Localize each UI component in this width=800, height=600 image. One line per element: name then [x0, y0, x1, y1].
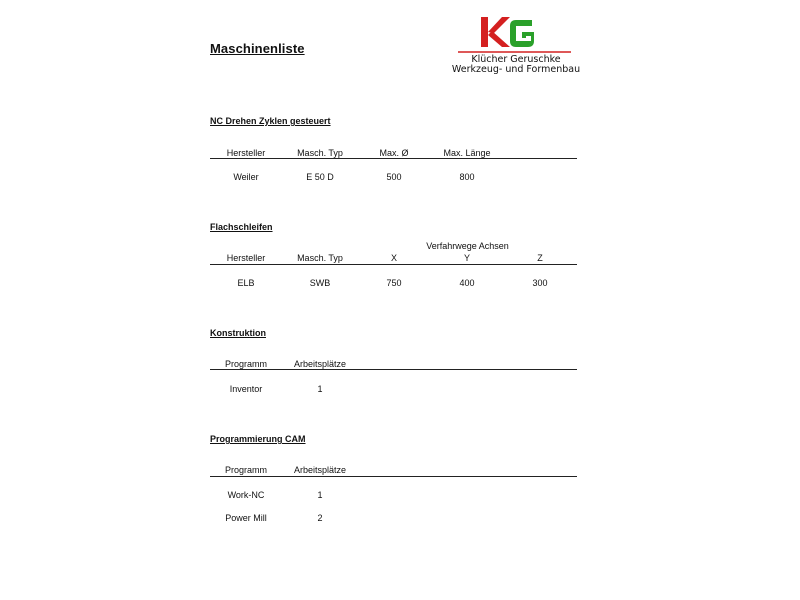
cell-masch-typ: E 50 D — [306, 172, 334, 182]
cell-axis-x: 750 — [386, 278, 402, 288]
header-max-laenge: Max. Länge — [443, 148, 491, 158]
cell-programm: Inventor — [229, 384, 263, 394]
header-axis-z: Z — [537, 253, 543, 263]
header-programm: Programm — [224, 465, 267, 475]
logo-letter-g — [510, 20, 534, 47]
group-header-verfahrwege: Verfahrwege Achsen — [426, 241, 509, 251]
header-arbeitsplaetze: Arbeitsplätze — [293, 465, 347, 475]
header-hersteller: Hersteller — [226, 148, 266, 158]
cell-max-laenge: 800 — [459, 172, 475, 182]
cell-max-diameter: 500 — [386, 172, 402, 182]
header-axis-y: Y — [463, 253, 470, 263]
cell-masch-typ: SWB — [309, 278, 331, 288]
section-title-nc-drehen: NC Drehen Zyklen gesteuert — [210, 116, 331, 126]
page-title: Maschinenliste — [210, 41, 305, 56]
logo-company-subtitle: Werkzeug- und Formenbau — [451, 64, 581, 75]
section-title-programmierung-cam: Programmierung CAM — [210, 434, 306, 444]
header-masch-typ: Masch. Typ — [297, 253, 343, 263]
table-rule — [210, 369, 577, 370]
cell-axis-z: 300 — [532, 278, 548, 288]
header-hersteller: Hersteller — [226, 253, 266, 263]
cell-arbeitsplaetze: 1 — [317, 384, 323, 394]
header-programm: Programm — [224, 359, 267, 369]
company-logo — [446, 14, 586, 76]
logo-company-name: Klücher Geruschke — [471, 54, 561, 65]
header-arbeitsplaetze: Arbeitsplätze — [293, 359, 347, 369]
cell-arbeitsplaetze: 1 — [317, 490, 323, 500]
table-rule — [210, 264, 577, 265]
section-title-konstruktion: Konstruktion — [210, 328, 266, 338]
cell-arbeitsplaetze: 2 — [317, 513, 323, 523]
header-masch-typ: Masch. Typ — [297, 148, 343, 158]
header-max-diameter: Max. Ø — [379, 148, 409, 158]
cell-axis-y: 400 — [459, 278, 475, 288]
table-rule — [210, 158, 577, 159]
section-title-flachschleifen: Flachschleifen — [210, 222, 273, 232]
kg-logo-mark — [446, 14, 586, 54]
table-rule — [210, 476, 577, 477]
cell-programm: Power Mill — [225, 513, 267, 523]
cell-hersteller: ELB — [237, 278, 255, 288]
header-axis-x: X — [390, 253, 397, 263]
cell-programm: Work-NC — [227, 490, 265, 500]
cell-hersteller: Weiler — [233, 172, 259, 182]
logo-letter-k — [481, 17, 510, 47]
